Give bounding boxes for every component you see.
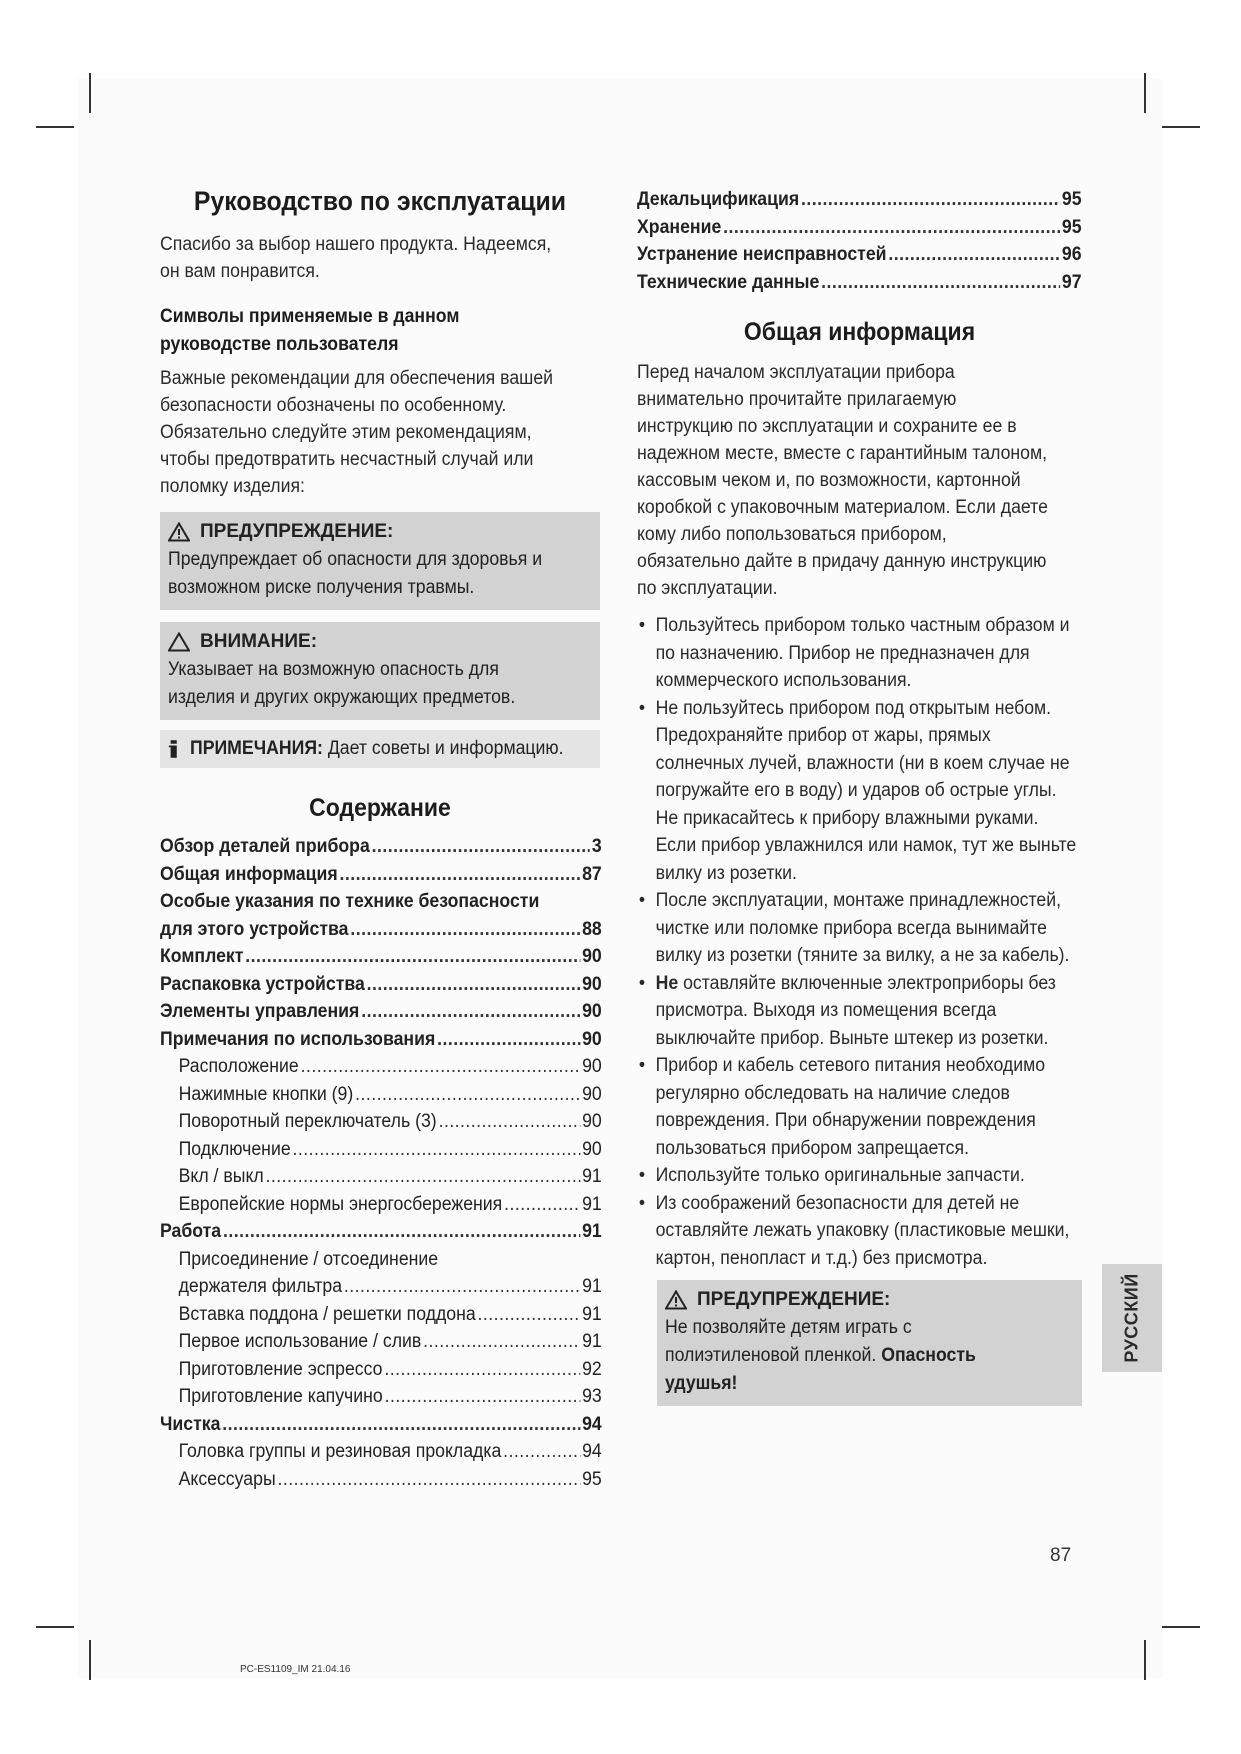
- table-of-contents: [160, 833, 602, 1493]
- toc-entry[interactable]: Устранение неисправностей ..... 96: [637, 241, 1082, 269]
- toc-entry[interactable]: Присоединение / отсоединение: [178, 1248, 439, 1270]
- toc-entry[interactable]: Нажимные кнопки (9) ..... 90: [160, 1081, 602, 1109]
- bold-lead: Не: [655, 972, 679, 994]
- toc-entry[interactable]: Подключение ..... 90: [160, 1136, 602, 1164]
- toc-entry[interactable]: Расположение ..... 90: [160, 1053, 602, 1081]
- child-warning-box: [657, 1280, 1082, 1406]
- list-item: • Пользуйтесь прибором только частным образом и по назначению. Прибор не предназначен для коммерческого использования.: [637, 612, 1082, 695]
- list-item: • Прибор и кабель сетевого питания необходимо регулярно обследовать на наличие следов повреждения. При обнаружении повреждения пользоваться прибором запрещается.: [637, 1052, 1082, 1162]
- toc-entry[interactable]: для этого устройства ..... 88: [160, 916, 602, 944]
- list-item: • Не пользуйтесь прибором под открытым небом. Предохраняйте прибор от жары, прямых солнечных лучей, влажности (ни в коем случае не погружайте его в воду) и ударов об острые углы. Не прикасайтесь к прибору влажными руками. Если прибор увлажнился или намок, тут же выньте вилку из розетки.: [637, 695, 1082, 888]
- toc-entry[interactable]: Европейские нормы энергосбережения ..... 91: [160, 1191, 602, 1219]
- safety-list: [637, 612, 1082, 1272]
- list-item: • Используйте только оригинальные запчасти.: [637, 1162, 1082, 1190]
- toc-entry[interactable]: Хранение ..... 95: [637, 214, 1082, 242]
- toc-entry[interactable]: Чистка ..... 94: [160, 1411, 602, 1439]
- crop-mark: [1162, 126, 1200, 128]
- manual-title: Руководство по эксплуатации: [193, 186, 567, 216]
- table-of-contents-continued: [637, 186, 1082, 296]
- crop-mark: [1144, 1640, 1146, 1680]
- page-number: 87: [1050, 1545, 1072, 1566]
- toc-entry[interactable]: Работа ..... 91: [160, 1218, 602, 1246]
- toc-entry[interactable]: Приготовление эспрессо ..... 92: [160, 1356, 602, 1384]
- warning-triangle-icon: [168, 522, 190, 542]
- toc-entry[interactable]: Декальцификация ..... 95: [637, 186, 1082, 214]
- info-icon: [168, 738, 180, 760]
- warning-bold-text: Опасность удушья!: [665, 1345, 976, 1394]
- toc-entry[interactable]: Первое использование / слив ..... 91: [160, 1328, 602, 1356]
- toc-entry[interactable]: Особые указания по технике безопасности: [160, 891, 540, 912]
- contents-title: Содержание: [309, 794, 451, 822]
- language-tab: [1102, 1264, 1162, 1372]
- crop-mark: [1162, 1626, 1200, 1628]
- warning-text: Не позволяйте детям играть с полиэтиленовой пленкой.: [665, 1317, 912, 1366]
- toc-entry[interactable]: Комплект ..... 90: [160, 943, 602, 971]
- toc-entry[interactable]: Распаковка устройства ..... 90: [160, 971, 602, 999]
- bullet-text: оставляйте включенные электроприборы без присмотра. Выходя из помещения всегда выключайте прибор. Выньте штекер из розетки.: [655, 972, 1056, 1049]
- warning-box: [160, 512, 600, 610]
- list-item: • Из соображений безопасности для детей не оставляйте лежать упаковку (пластиковые мешки, картон, пенопласт и т.д.) без присмотра.: [637, 1190, 1082, 1273]
- crop-mark: [36, 126, 74, 128]
- toc-entry[interactable]: Головка группы и резиновая прокладка ..... 94: [160, 1438, 602, 1466]
- note-title: ПРИМЕЧАНИЯ:: [190, 738, 324, 759]
- caution-text: Указывает на возможную опасность для изделия и других окружающих предметов.: [168, 659, 516, 708]
- left-column: [160, 186, 600, 1493]
- warning-triangle-icon: [665, 1290, 687, 1310]
- toc-entry[interactable]: Элементы управления ..... 90: [160, 998, 602, 1026]
- note-text: Дает советы и информацию.: [328, 738, 564, 759]
- crop-mark: [1144, 73, 1146, 113]
- warning-title: ПРЕДУПРЕЖДЕНИЕ:: [697, 1289, 891, 1310]
- crop-mark: [89, 73, 91, 113]
- toc-entry[interactable]: Поворотный переключатель (3) ..... 90: [160, 1108, 602, 1136]
- crop-mark: [36, 1626, 74, 1628]
- toc-entry[interactable]: Технические данные ..... 97: [637, 269, 1082, 297]
- toc-entry[interactable]: держателя фильтра ..... 91: [160, 1273, 602, 1301]
- language-label: РУССКИЙ: [1121, 1273, 1142, 1363]
- symbols-text: Важные рекомендации для обеспечения вашей безопасности обозначены по особенному. Обязательно следуйте этим рекомендациям, чтобы предотвратить несчастный случай или поломку изделия:: [160, 368, 554, 497]
- toc-entry[interactable]: Вкл / выкл ..... 91: [160, 1163, 602, 1191]
- general-info-title: Общая информация: [743, 318, 976, 346]
- intro-text: Спасибо за выбор нашего продукта. Надеемся, он вам понравится.: [160, 234, 552, 282]
- list-item: [637, 970, 1082, 1053]
- symbols-heading: Символы применяемые в данном руководстве пользователя: [160, 306, 460, 355]
- warning-text: Предупреждает об опасности для здоровья и возможном риске получения травмы.: [168, 549, 543, 598]
- warning-triangle-icon: [168, 632, 190, 652]
- caution-title: ВНИМАНИЕ:: [200, 631, 318, 652]
- toc-entry[interactable]: Вставка поддона / решетки поддона ..... 91: [160, 1301, 602, 1329]
- list-item: • После эксплуатации, монтаже принадлежностей, чистке или поломке прибора всегда вынимайте вилку из розетки (тяните за вилку, а не за кабель).: [637, 887, 1082, 970]
- footer-code: PC-ES1109_IM 21.04.16: [240, 1664, 351, 1675]
- warning-title: ПРЕДУПРЕЖДЕНИЕ:: [200, 521, 394, 542]
- toc-entry[interactable]: Примечания по использования ..... 90: [160, 1026, 602, 1054]
- toc-entry[interactable]: Аксессуары ..... 95: [160, 1466, 602, 1494]
- note-box: [160, 730, 600, 768]
- right-column: [637, 186, 1082, 1406]
- crop-mark: [89, 1640, 91, 1680]
- toc-entry[interactable]: Приготовление капучино ..... 93: [160, 1383, 602, 1411]
- caution-box: [160, 622, 600, 720]
- toc-entry[interactable]: Обзор деталей прибора ..... 3: [160, 833, 602, 861]
- toc-entry[interactable]: Общая информация ..... 87: [160, 861, 602, 889]
- general-info-text: Перед началом эксплуатации прибора внимательно прочитайте прилагаемую инструкцию по эксплуатации и сохраните ее в надежном месте, вместе с гарантийным талоном, кассовым чеком и, по возможности, картонной коробкой с упаковочным материалом. Если даете кому либо попользоваться прибором, обязательно дайте в придачу данную инструкцию по эксплуатации.: [637, 362, 1048, 599]
